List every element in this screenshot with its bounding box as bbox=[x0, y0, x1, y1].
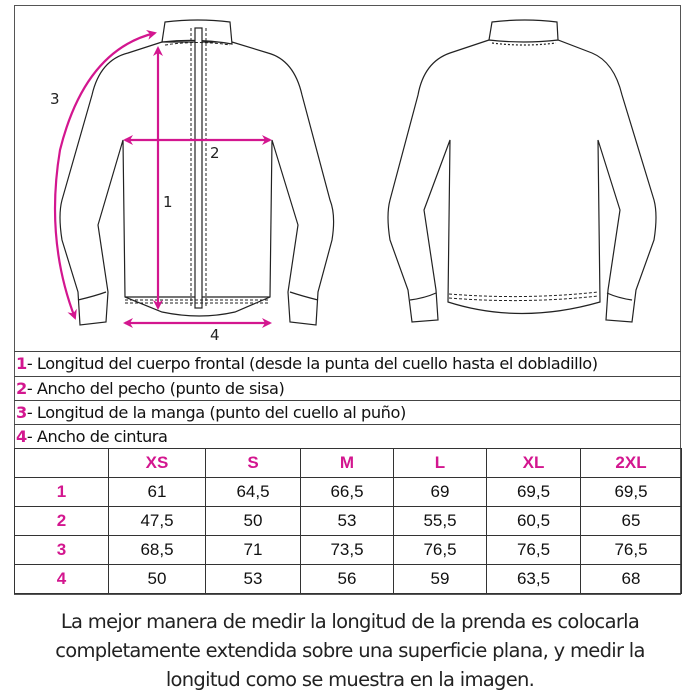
table-row bbox=[15, 478, 682, 507]
header-corner bbox=[15, 449, 109, 478]
legend-item-1 bbox=[14, 351, 681, 376]
legend-number: 1 bbox=[16, 354, 27, 373]
legend-item-4 bbox=[14, 424, 681, 449]
table-cell: 56 bbox=[301, 565, 394, 594]
header-size-l: L bbox=[394, 449, 487, 478]
table-cell: 60,5 bbox=[487, 507, 581, 536]
header-size-xl: XL bbox=[487, 449, 581, 478]
header-size-s: S bbox=[206, 449, 301, 478]
table-cell: 66,5 bbox=[301, 478, 394, 507]
size-table bbox=[14, 448, 682, 594]
legend-number: 3 bbox=[16, 403, 27, 422]
table-cell: 76,5 bbox=[581, 536, 682, 565]
table-cell: 68,5 bbox=[109, 536, 206, 565]
header-size-2xl: 2XL bbox=[581, 449, 682, 478]
back-jacket-drawing bbox=[388, 20, 656, 322]
table-cell: 50 bbox=[206, 507, 301, 536]
table-cell: 73,5 bbox=[301, 536, 394, 565]
table-cell: 69 bbox=[394, 478, 487, 507]
table-cell: 53 bbox=[206, 565, 301, 594]
legend-text: - Longitud del cuerpo frontal (desde la punta del cuello hasta el dobladillo) bbox=[26, 354, 598, 373]
header-size-xs: XS bbox=[109, 449, 206, 478]
label-measure-4: 4 bbox=[210, 326, 220, 344]
row-label: 1 bbox=[15, 478, 109, 507]
table-cell: 69,5 bbox=[487, 478, 581, 507]
label-measure-2: 2 bbox=[210, 144, 220, 162]
table-cell: 63,5 bbox=[487, 565, 581, 594]
table-header-row bbox=[15, 449, 682, 478]
measurement-note bbox=[0, 607, 700, 694]
note-line-1: La mejor manera de medir la longitud de la prenda es colocarla bbox=[60, 610, 640, 633]
table-cell: 71 bbox=[206, 536, 301, 565]
table-cell: 64,5 bbox=[206, 478, 301, 507]
table-cell: 76,5 bbox=[394, 536, 487, 565]
table-cell: 53 bbox=[301, 507, 394, 536]
table-cell: 61 bbox=[109, 478, 206, 507]
note-line-3: longitud como se muestra en la imagen. bbox=[165, 668, 535, 691]
table-cell: 50 bbox=[109, 565, 206, 594]
table-cell: 55,5 bbox=[394, 507, 487, 536]
header-size-m: M bbox=[301, 449, 394, 478]
label-measure-1: 1 bbox=[163, 193, 173, 211]
table-cell: 68 bbox=[581, 565, 682, 594]
legend-text: - Ancho de cintura bbox=[26, 427, 168, 446]
legend-text: - Ancho del pecho (punto de sisa) bbox=[26, 379, 285, 398]
table-row bbox=[15, 565, 682, 594]
row-label: 3 bbox=[15, 536, 109, 565]
table-cell: 76,5 bbox=[487, 536, 581, 565]
label-measure-3: 3 bbox=[50, 90, 60, 108]
table-cell: 47,5 bbox=[109, 507, 206, 536]
table-cell: 65 bbox=[581, 507, 682, 536]
jacket-diagram bbox=[14, 5, 681, 351]
row-label: 2 bbox=[15, 507, 109, 536]
table-row bbox=[15, 536, 682, 565]
table-row bbox=[15, 507, 682, 536]
note-line-2: completamente extendida sobre una superficie plana, y medir la bbox=[55, 639, 645, 662]
table-cell: 69,5 bbox=[581, 478, 682, 507]
legend-item-2 bbox=[14, 376, 681, 401]
legend-text: - Longitud de la manga (punto del cuello al puño) bbox=[26, 403, 406, 422]
garment-illustration bbox=[14, 5, 681, 351]
table-cell: 59 bbox=[394, 565, 487, 594]
legend-number: 4 bbox=[16, 427, 27, 446]
row-label: 4 bbox=[15, 565, 109, 594]
legend-item-3 bbox=[14, 400, 681, 425]
legend-number: 2 bbox=[16, 379, 27, 398]
